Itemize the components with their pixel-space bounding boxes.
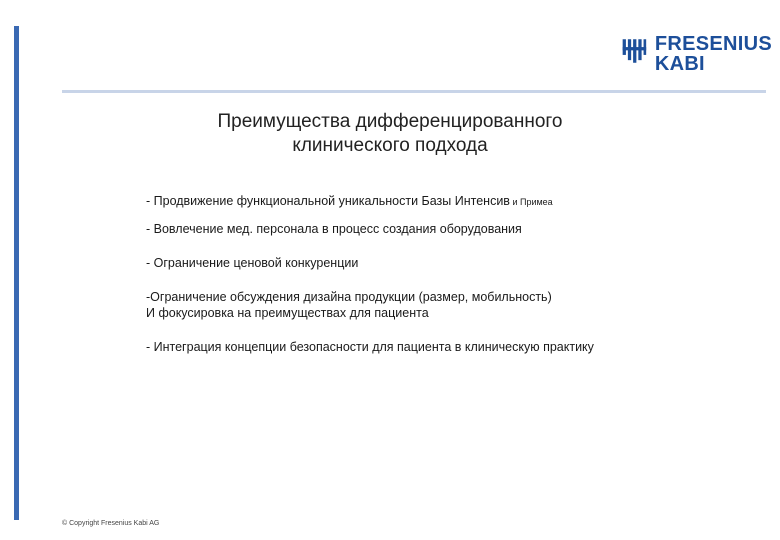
fresenius-logo-mark-icon: [622, 31, 647, 71]
fresenius-kabi-logo: [622, 31, 772, 75]
left-accent-bar: [14, 26, 19, 520]
bullet-text: - Ограничение ценовой конкуренции: [146, 256, 359, 270]
brand-line-1: FRESENIUS: [654, 33, 772, 55]
bullet-item: [146, 193, 553, 210]
bullet-text: - Интеграция концепции безопасности для пациента в клиническую практику: [146, 340, 594, 354]
bullet-item: [146, 339, 594, 355]
bullet-text-small: и Примеа: [509, 197, 553, 207]
slide-title: [140, 110, 640, 158]
header-divider: [62, 90, 766, 93]
copyright-footer: © Copyright Fresenius Kabi AG: [62, 520, 160, 527]
slide-title-line-1: Преимущества дифференцированного: [217, 111, 563, 132]
brand-name: [655, 34, 772, 74]
brand-line-2: KABI: [654, 53, 705, 75]
bullet-text: - Вовлечение мед. персонала в процесс создания оборудования: [146, 222, 522, 236]
bullet-text-line-1: -Ограничение обсуждения дизайна продукции (размер, мобильность): [146, 290, 552, 304]
bullet-item: [146, 221, 522, 237]
slide-title-line-2: клинического подхода: [292, 135, 488, 156]
bullet-item: [146, 289, 552, 321]
bullet-text: - Продвижение функциональной уникальности Базы Интенсив: [146, 194, 510, 208]
bullet-text-line-2: И фокусировка на преимуществах для пациента: [146, 306, 429, 320]
bullet-item: [146, 255, 358, 271]
